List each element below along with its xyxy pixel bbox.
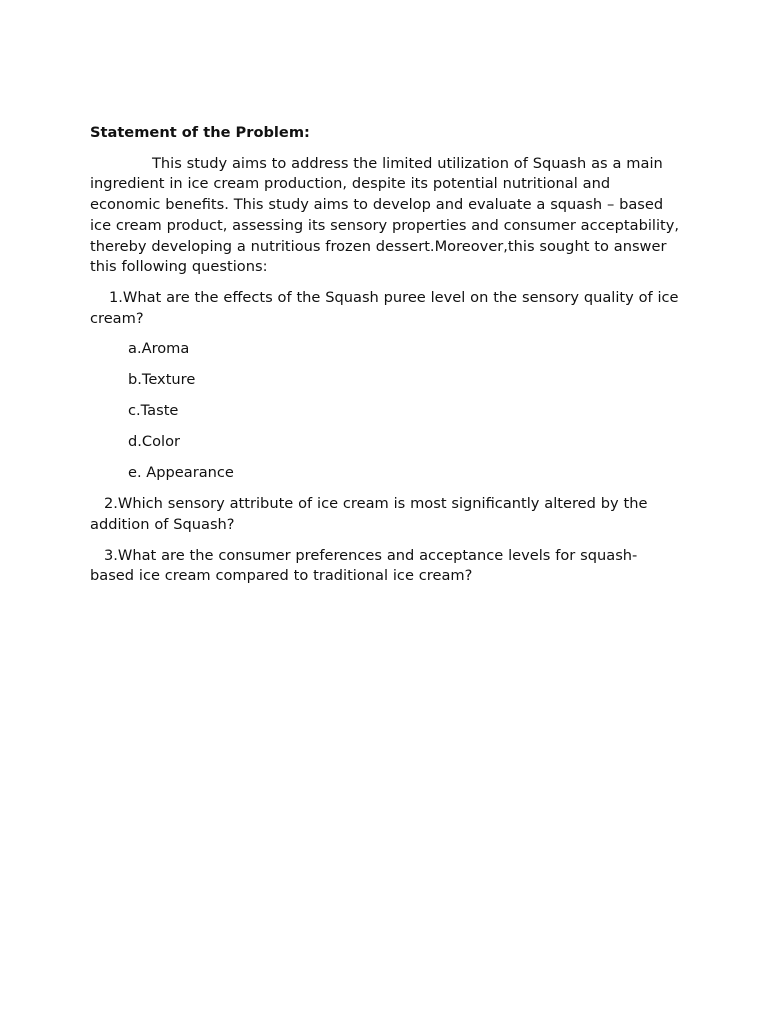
section-heading: Statement of the Problem: (90, 124, 310, 141)
list-item-taste: c.Taste (128, 402, 179, 420)
sensory-attribute-list (90, 339, 680, 484)
list-item-appearance: e. Appearance (128, 464, 234, 482)
question-3: 3.What are the consumer preferences and acceptance levels for squash-based ice cream compared to traditional ice cream? (90, 546, 638, 585)
question-1: 1.What are the effects of the Squash puree level on the sensory quality of ice cream? (90, 288, 679, 327)
list-item-color: d.Color (128, 433, 181, 451)
list-item-texture: b.Texture (128, 371, 196, 389)
question-2: 2.Which sensory attribute of ice cream is most significantly altered by the addition of Squash? (90, 495, 648, 534)
intro-paragraph: This study aims to address the limited utilization of Squash as a main ingredient in ice cream production, despite its potential nutritional and economic benefits. This study aims to develop and evaluate a squash – based ice cream product, assessing its sensory properties and consumer acceptability, thereby developing a nutritious frozen dessert.Moreover,this sought to answer this following questions: (90, 154, 679, 276)
list-item-aroma: a.Aroma (128, 340, 190, 358)
document-body (90, 123, 680, 597)
